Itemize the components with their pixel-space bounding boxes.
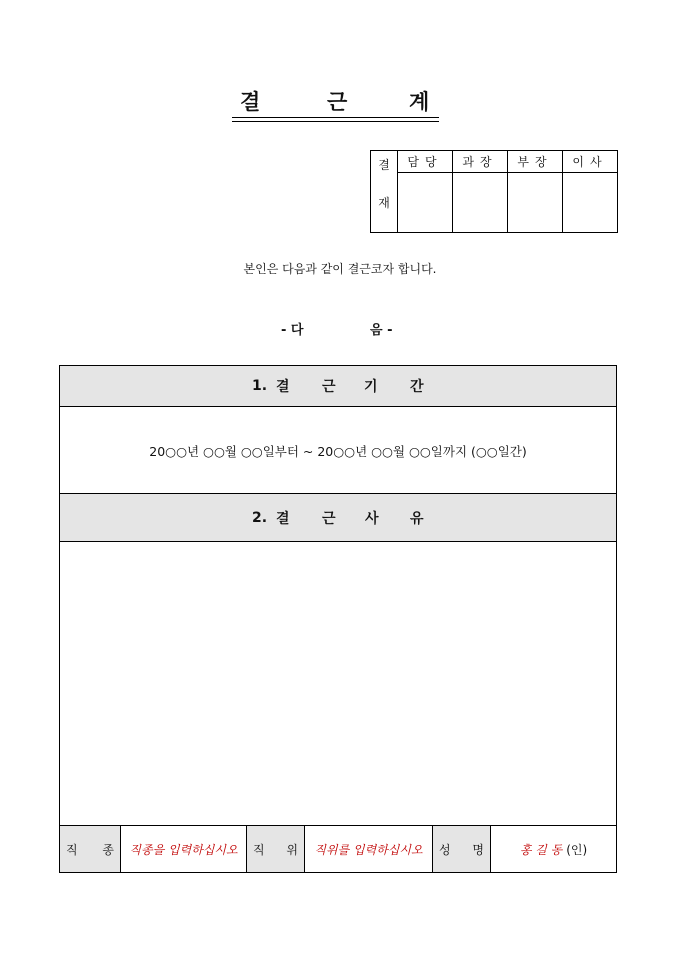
- section-period-char: 기: [364, 379, 378, 395]
- period-text: 20○○년 ○○월 ○○일부터 ~ 20○○년 ○○월 ○○일까지 (○○일간): [149, 444, 527, 459]
- section-reason-char: 근: [322, 510, 336, 527]
- position-field[interactable]: [305, 826, 433, 872]
- section-reason-number: 2.: [252, 509, 268, 526]
- name-label-char: 명: [472, 843, 484, 857]
- section-period-char: 근: [322, 379, 336, 395]
- section-period-char: 간: [410, 379, 424, 395]
- document-title: [232, 86, 439, 122]
- approval-header-dept-head: 부장: [508, 151, 563, 173]
- intro-text: 본인은 다음과 같이 결근코자 합니다.: [243, 262, 437, 276]
- job-type-placeholder: 직종을 입력하십시오: [129, 842, 238, 857]
- position-placeholder: 직위를 입력하십시오: [314, 842, 423, 857]
- name-label: [433, 826, 491, 872]
- name-label-char: 성: [439, 843, 451, 857]
- approval-sign-director[interactable]: [563, 173, 618, 233]
- job-type-label-char: 직: [66, 843, 78, 857]
- position-label-char: 직: [253, 843, 265, 857]
- approval-side-bottom-label: 재: [378, 195, 390, 210]
- name-value: 홍 길 동: [519, 842, 563, 857]
- title-char-1: 결: [240, 90, 261, 114]
- dagum-left: - 다: [281, 323, 304, 338]
- title-underline-double: [232, 121, 439, 122]
- approval-side-top: [371, 151, 398, 173]
- approval-sign-dept-head[interactable]: [508, 173, 563, 233]
- approval-side-top-label: 결: [378, 157, 390, 172]
- section-reason-char: 결: [276, 510, 290, 527]
- job-type-field[interactable]: [121, 826, 247, 872]
- job-type-label: [60, 826, 121, 872]
- period-field[interactable]: [60, 407, 616, 494]
- section-period-number: 1.: [252, 378, 268, 394]
- approval-header-director: 이사: [563, 151, 618, 173]
- position-label: [247, 826, 305, 872]
- seal-mark: (인): [566, 842, 588, 857]
- approval-header-staff: 담당: [398, 151, 453, 173]
- reason-field[interactable]: [60, 542, 616, 826]
- position-label-char: 위: [286, 843, 298, 857]
- title-char-3: 계: [409, 90, 430, 114]
- employee-info-row: [60, 826, 616, 872]
- section-period-char: 결: [276, 379, 290, 395]
- approval-side-bottom: [371, 173, 398, 233]
- approval-box: [370, 150, 618, 233]
- title-underline: [232, 117, 439, 118]
- absence-form: [59, 365, 617, 873]
- job-type-label-char: 종: [102, 843, 114, 857]
- dagum-right: 음 -: [370, 323, 393, 338]
- section-reason-char: 유: [410, 510, 424, 527]
- approval-header-section-chief: 과장: [453, 151, 508, 173]
- approval-sign-staff[interactable]: [398, 173, 453, 233]
- section-reason-char: 사: [365, 510, 379, 527]
- name-field[interactable]: [491, 826, 616, 872]
- approval-sign-section-chief[interactable]: [453, 173, 508, 233]
- section-period-header: [60, 366, 616, 407]
- title-char-2: 근: [327, 90, 348, 114]
- section-reason-header: [60, 494, 616, 542]
